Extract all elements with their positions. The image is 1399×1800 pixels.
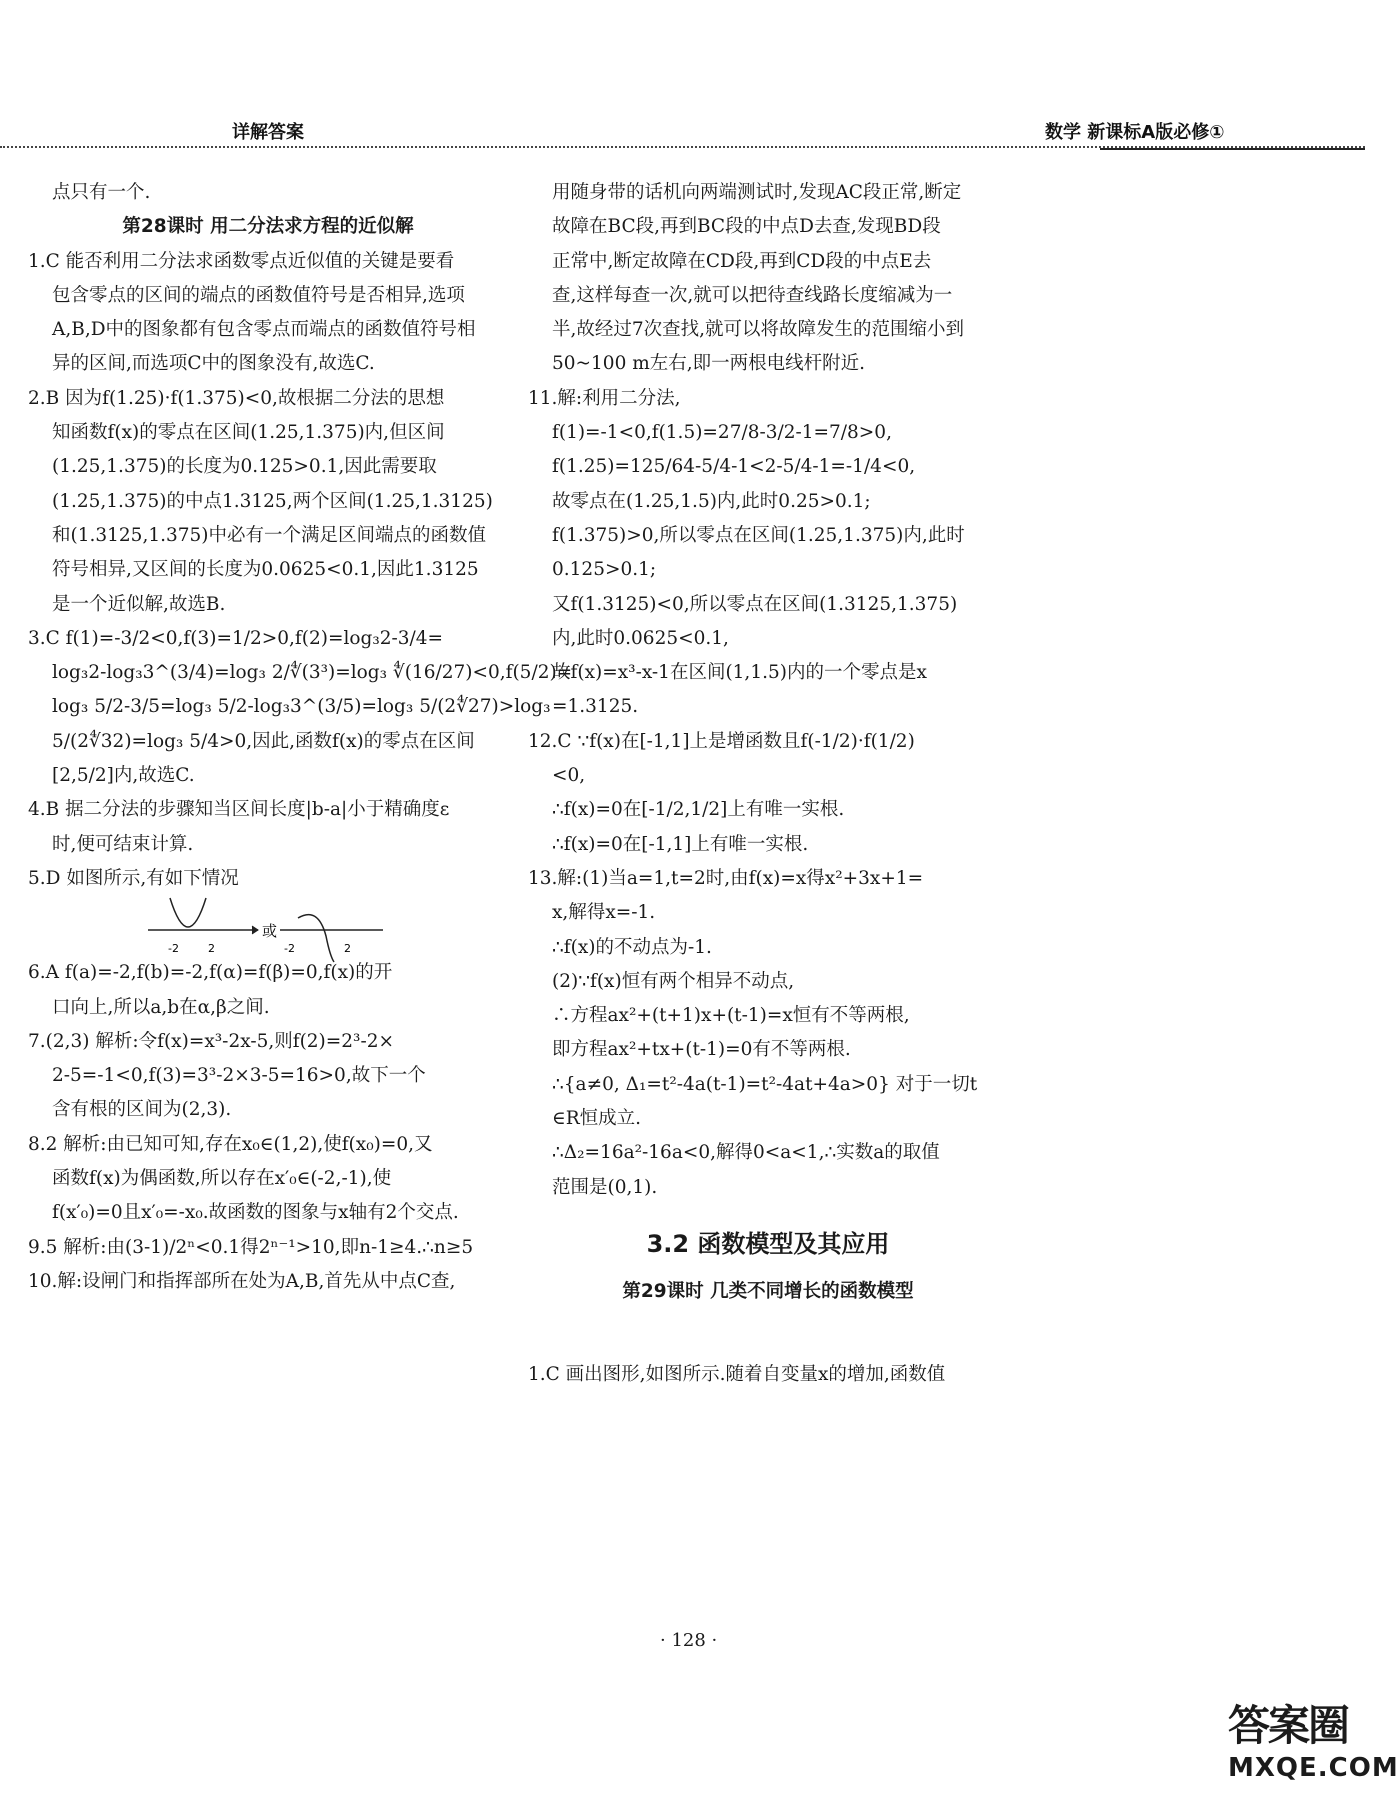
text-line: =1.3125.: [552, 696, 639, 718]
text-line: x,解得x=-1.: [552, 902, 656, 924]
graph-sketch: [148, 896, 568, 956]
text-line: 口向上,所以a,b在α,β之间.: [52, 996, 270, 1018]
text-line: 8.2 解析:由已知可知,存在x₀∈(1,2),使f(x₀)=0,又: [28, 1133, 433, 1155]
text-line: 异的区间,而选项C中的图象没有,故选C.: [52, 353, 375, 375]
text-line: 2.B 因为f(1.25)·f(1.375)<0,故根据二分法的思想: [28, 387, 445, 409]
arrow-head: [252, 926, 258, 934]
text-line: ∴方程ax²+(t+1)x+(t-1)=x恒有不等两根,: [552, 1005, 910, 1027]
text-line: 知函数f(x)的零点在区间(1.25,1.375)内,但区间: [52, 422, 445, 444]
curve-down: [298, 915, 334, 962]
text-line: 半,故经过7次查找,就可以将故障发生的范围缩小到: [552, 319, 965, 341]
text-line: 是一个近似解,故选B.: [52, 593, 226, 615]
text-line: 3.C f(1)=-3/2<0,f(3)=1/2>0,f(2)=log₃2-3/4=: [28, 627, 444, 649]
header-rule-solid: [1100, 148, 1365, 150]
watermark-main: 答案圈: [1228, 1701, 1349, 1750]
text-line: ∴f(x)=0在[-1,1]上有唯一实根.: [552, 833, 809, 855]
right-column: [528, 176, 1008, 1392]
text-line: 故零点在(1.25,1.5)内,此时0.25>0.1;: [552, 490, 871, 512]
text-line: 0.125>0.1;: [552, 559, 657, 581]
text-line: 包含零点的区间的端点的函数值符号是否相异,选项: [52, 284, 465, 306]
text-line: 和(1.3125,1.375)中必有一个满足区间端点的函数值: [52, 524, 487, 546]
graph-sketch-svg: [148, 896, 388, 966]
sketch-label-t4: 2: [344, 942, 351, 956]
sketch-label-t1: -2: [168, 942, 179, 956]
text-line: ∴Δ₂=16a²-16a<0,解得0<a<1,∴实数a的取值: [552, 1142, 940, 1164]
text-line: 含有根的区间为(2,3).: [52, 1099, 232, 1121]
lesson-title: 第28课时 用二分法求方程的近似解: [122, 216, 414, 238]
text-line: f(1.375)>0,所以零点在区间(1.25,1.375)内,此时: [552, 524, 965, 546]
text-line: ∴f(x)=0在[-1/2,1/2]上有唯一实根.: [552, 799, 845, 821]
text-line: 1.C 能否利用二分法求函数零点近似值的关键是要看: [28, 250, 455, 272]
text-line: 50~100 m左右,即一两根电线杆附近.: [552, 353, 866, 375]
text-line: 函数f(x)为偶函数,所以存在x′₀∈(-2,-1),使: [52, 1168, 392, 1190]
text-line: 9.5 解析:由(3-1)/2ⁿ<0.1得2ⁿ⁻¹>10,即n-1≥4.∴n≥5: [28, 1236, 474, 1258]
header-left-title: 详解答案: [232, 122, 304, 143]
text-line: 内,此时0.0625<0.1,: [552, 627, 729, 649]
text-line: 查,这样每查一次,就可以把待查线路长度缩减为一: [552, 284, 953, 306]
text-line: 6.A f(a)=-2,f(b)=-2,f(α)=f(β)=0,f(x)的开: [28, 962, 393, 984]
section-title: 3.2 函数模型及其应用: [646, 1229, 890, 1258]
text-line: 范围是(0,1).: [552, 1176, 658, 1198]
text-line: log₃ 5/2-3/5=log₃ 5/2-log₃3^(3/5)=log₃ 5/(2∜27)>log₃: [52, 696, 551, 718]
text-line: f(1.25)=125/64-5/4-1<2-5/4-1=-1/4<0,: [552, 456, 916, 478]
text-line: 点只有一个.: [52, 182, 151, 203]
watermark-sub: MXQE.COM: [1228, 1753, 1399, 1783]
text-line: 5.D 如图所示,有如下情况: [28, 867, 239, 889]
sketch-label-t3: -2: [284, 942, 295, 956]
parabola-up: [170, 898, 206, 927]
text-line: ∴{a≠0, Δ₁=t²-4a(t-1)=t²-4at+4a>0} 对于一切t: [552, 1073, 978, 1095]
text-line: 即方程ax²+tx+(t-1)=0有不等两根.: [552, 1039, 851, 1061]
text-line: (1.25,1.375)的长度为0.125>0.1,因此需要取: [52, 456, 437, 478]
text-line: 5/(2∜32)=log₃ 5/4>0,因此,函数f(x)的零点在区间: [52, 730, 475, 752]
text-line: 用随身带的话机向两端测试时,发现AC段正常,断定: [552, 182, 962, 203]
text-line: f(1)=-1<0,f(1.5)=27/8-3/2-1=7/8>0,: [552, 422, 892, 444]
text-line: 故f(x)=x³-x-1在区间(1,1.5)内的一个零点是x: [552, 662, 927, 684]
text-line: log₃2-log₃3^(3/4)=log₃ 2/∜(3³)=log₃ ∜(16/27)<0,f(5/2)=: [52, 662, 573, 684]
header-right-title: 数学 新课标A版必修①: [1045, 122, 1225, 143]
text-line: 11.解:利用二分法,: [528, 387, 681, 409]
text-line: 符号相异,又区间的长度为0.0625<0.1,因此1.3125: [52, 559, 479, 581]
watermark-logo: [1228, 1700, 1399, 1794]
text-line: ∴f(x)的不动点为-1.: [552, 936, 712, 958]
text-line: (1.25,1.375)的中点1.3125,两个区间(1.25,1.3125): [52, 490, 493, 512]
text-line: 又f(1.3125)<0,所以零点在区间(1.3125,1.375): [552, 593, 958, 615]
text-line: (2)∵f(x)恒有两个相异不动点,: [552, 970, 795, 992]
text-line: [2,5/2]内,故选C.: [52, 765, 195, 787]
text-line: 12.C ∵f(x)在[-1,1]上是增函数且f(-1/2)·f(1/2): [528, 730, 915, 752]
text-line: 4.B 据二分法的步骤知当区间长度|b-a|小于精确度ε: [28, 799, 450, 821]
text-line: 时,便可结束计算.: [52, 833, 194, 855]
text-line: A,B,D中的图象都有包含零点而端点的函数值符号相: [52, 319, 476, 341]
text-line: 13.解:(1)当a=1,t=2时,由f(x)=x得x²+3x+1=: [528, 867, 924, 889]
sketch-label-t2: 2: [208, 942, 215, 956]
text-line: 2-5=-1<0,f(3)=3³-2×3-5=16>0,故下一个: [52, 1065, 426, 1087]
left-column: [28, 176, 573, 1299]
text-line: 1.C 画出图形,如图所示.随着自变量x的增加,函数值: [528, 1363, 946, 1385]
text-line: ∈R恒成立.: [552, 1108, 642, 1130]
sketch-label-or: 或: [262, 922, 278, 941]
text-line: 7.(2,3) 解析:令f(x)=x³-2x-5,则f(2)=2³-2×: [28, 1030, 394, 1052]
text-line: f(x′₀)=0且x′₀=-x₀.故函数的图象与x轴有2个交点.: [52, 1202, 459, 1224]
subsection-title: 第29课时 几类不同增长的函数模型: [622, 1281, 914, 1303]
text-line: <0,: [552, 765, 586, 787]
text-line: 故障在BC段,再到BC段的中点D去查,发现BD段: [552, 216, 941, 238]
page-number: · 128 ·: [660, 1630, 718, 1651]
text-line: 10.解:设闸门和指挥部所在处为A,B,首先从中点C查,: [28, 1270, 456, 1292]
text-line: 正常中,断定故障在CD段,再到CD段的中点E去: [552, 250, 932, 272]
